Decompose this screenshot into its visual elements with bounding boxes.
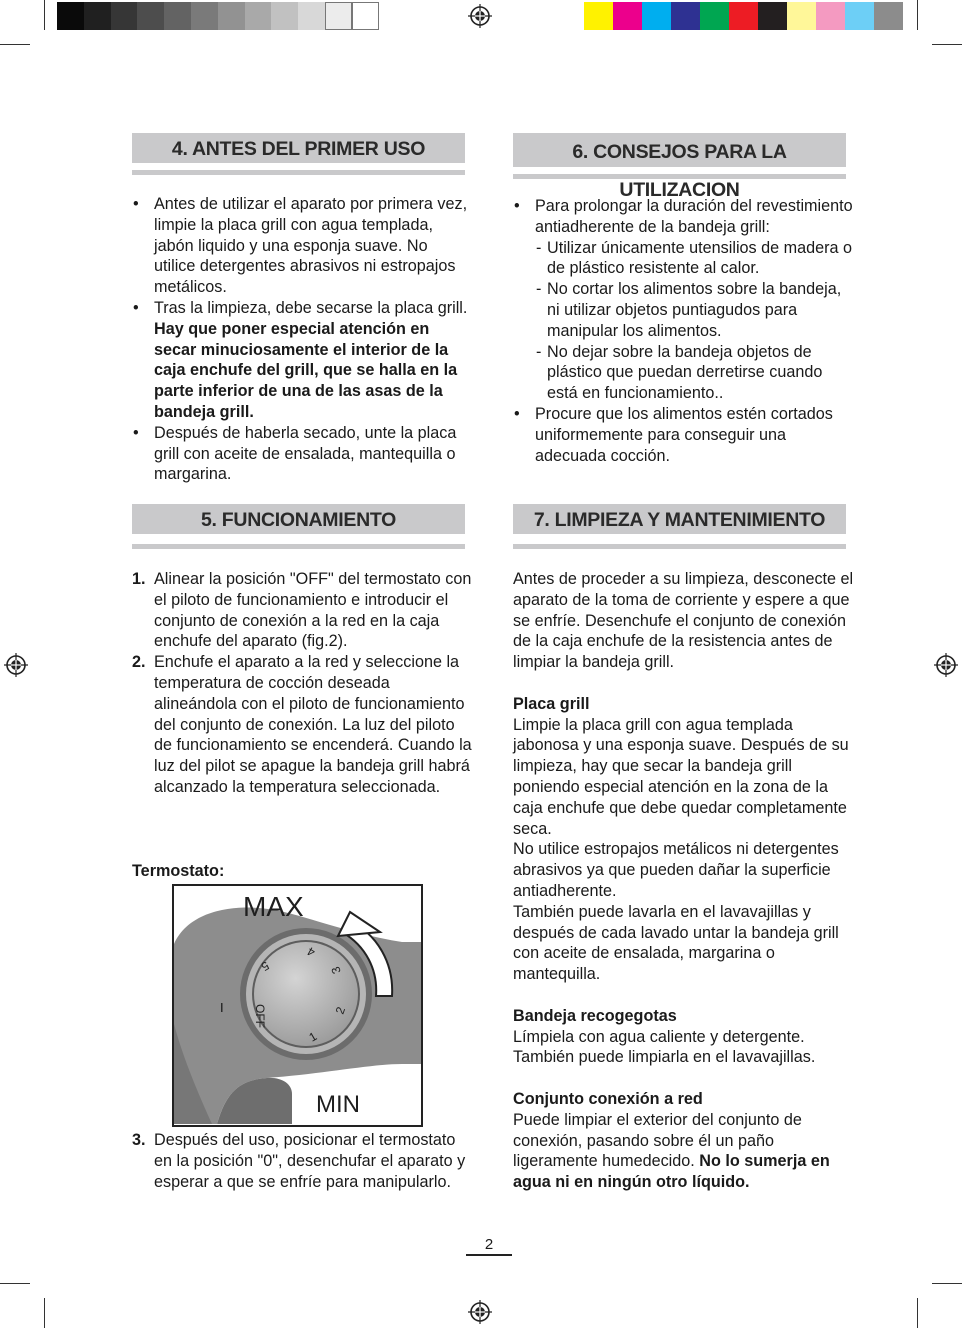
paragraph: No utilice estropajos metálicos ni detergentes abrasivos ya que pueden dañar la superficie antiadherente.: [513, 840, 839, 900]
crop-mark: [917, 0, 918, 30]
list-item-text: Enchufe el aparato a la red y seleccione la temperatura de cocción deseada alineándola con el piloto de funcionamiento del conjunto de conexión. La luz del piloto de funcionamiento se encenderá. Cuando la luz del pilot se apague la bandeja grill habrá alcanzado la temperatura seleccionada.: [154, 653, 472, 796]
color-swatch: [758, 2, 787, 30]
thermostat-figure: [172, 884, 423, 1127]
page-number-rule: [466, 1254, 512, 1256]
crop-mark: [932, 1283, 962, 1284]
thermostat-label: Termostato:: [132, 862, 225, 880]
section-7-rule: [513, 544, 846, 549]
sub-list-item: [535, 238, 855, 280]
step-number: 3.: [132, 1131, 146, 1149]
section-6-body: [513, 196, 855, 466]
color-swatch: [874, 2, 903, 30]
min-label: MIN: [316, 1091, 360, 1118]
registration-mark-icon: [468, 4, 492, 28]
page-number: 2: [484, 1236, 494, 1253]
mark-5: 5: [258, 958, 272, 974]
sub-list-item-text: Utilizar únicamente utensilios de madera o de plástico resistente al calor.: [547, 238, 853, 278]
warning-text: No lo sumerja en agua ni en ningún otro líquido.: [513, 1152, 830, 1192]
paragraph: Límpiela con agua caliente y detergente. También puede limpiarla en el lavavajillas.: [513, 1027, 816, 1067]
subheading-bandeja: Bandeja recogegotas: [513, 1006, 677, 1025]
section-4-rule: [132, 170, 465, 175]
list-item-text: Después del uso, posicionar el termostato en la posición "0", desenchufar el aparato y esperar a que se enfríe para manipularlo.: [154, 1131, 466, 1191]
list-item-text: Para prolongar la duración del revestimiento antiadherente de la bandeja grill:: [535, 197, 853, 236]
crop-mark: [44, 0, 45, 30]
color-swatch: [816, 2, 845, 30]
mark-1: 1: [306, 1029, 320, 1045]
gray-swatch: [111, 2, 138, 30]
gray-swatch: [325, 2, 352, 30]
list-item: [132, 423, 472, 485]
crop-mark: [932, 44, 962, 45]
gray-swatch: [84, 2, 111, 30]
gray-swatch: [218, 2, 245, 30]
paragraph: Limpie la placa grill con agua templada jabonosa y una esponja suave. Después de su limpieza, hay que secar la bandeja grill poniendo especial atención en la zona de la caja enchufe que debe quedar completamente seca.: [513, 715, 849, 838]
list-item-text: Tras la limpieza, debe secarse la placa grill.: [154, 298, 468, 317]
section-5-heading: 5. FUNCIONAMIENTO: [132, 504, 465, 534]
list-item: [132, 298, 472, 423]
crop-mark: [0, 44, 30, 45]
color-swatch: [671, 2, 700, 30]
mark-4: 4: [304, 944, 318, 960]
list-item-bold-text: Hay que poner especial atención en secar minuciosamente el interior de la caja enchufe del grill, que se halla en la parte inferior de una de las asas de la bandeja grill.: [154, 319, 458, 421]
subheading-conjunto: Conjunto conexión a red: [513, 1089, 703, 1108]
paragraph-text: Puede limpiar el exterior del conjunto de conexión, pasando sobre él un paño ligeramente humedecido.: [513, 1110, 802, 1171]
gray-swatch: [245, 2, 272, 30]
color-swatch: [787, 2, 816, 30]
gray-swatch: [164, 2, 191, 30]
section-6-rule: [513, 174, 846, 179]
list-item: [132, 194, 472, 298]
color-swatch: [729, 2, 758, 30]
mark-2: 2: [332, 1004, 349, 1017]
section-6-heading: 6. CONSEJOS PARA LA UTILIZACION: [513, 133, 846, 167]
registration-mark-icon: [934, 653, 958, 677]
gray-swatch: [57, 2, 84, 30]
color-swatch: [613, 2, 642, 30]
section-7-heading: 7. LIMPIEZA Y MANTENIMIENTO: [513, 504, 846, 534]
list-item-text: Después de haberla secado, unte la placa grill con aceite de ensalada, mantequilla o margarina.: [154, 423, 457, 484]
paragraph: Antes de proceder a su limpieza, desconecte el aparato de la toma de corriente y espere a que se enfríe. Desenchufe el conjunto de conexión de la caja enchufe de la resistencia antes de limpiar la bandeja grill.: [513, 570, 854, 672]
sub-list-item: [535, 279, 855, 341]
section-4-body: [132, 194, 472, 485]
list-item: [513, 196, 855, 404]
section-5-rule: [132, 544, 465, 549]
max-label: MAX: [243, 891, 304, 922]
sub-list-item-text: No dejar sobre la bandeja objetos de plástico que puedan derretirse cuando está en funcionamiento..: [547, 342, 823, 403]
gray-swatch: [298, 2, 325, 30]
gray-swatch: [137, 2, 164, 30]
gray-swatch: [352, 2, 379, 30]
registration-mark-icon: [468, 1300, 492, 1324]
section-5-step3: [132, 1130, 472, 1192]
sub-list-item: [535, 342, 855, 404]
list-item-text: Procure que los alimentos estén cortados uniformemente para conseguir una adecuada cocción.: [535, 404, 833, 465]
registration-mark-icon: [4, 653, 28, 677]
list-item: [132, 652, 472, 798]
crop-mark: [917, 1298, 918, 1328]
color-swatch: [642, 2, 671, 30]
list-item: [513, 404, 855, 466]
crop-mark: [44, 1298, 45, 1328]
off-marking: OFF: [253, 1004, 267, 1028]
section-5-steps: [132, 569, 472, 798]
step-number: 2.: [132, 653, 146, 672]
list-item-text: Antes de utilizar el aparato por primera vez, limpie la placa grill con agua templada, jabón liquido y una esponja suave. No utilice detergentes abrasivos ni estropajos metálicos.: [154, 195, 468, 297]
color-swatch: [584, 2, 613, 30]
sub-list-item-text: No cortar los alimentos sobre la bandeja, ni utilizar objetos puntiagudos para manipular los alimentos.: [547, 280, 842, 340]
list-item: [132, 569, 472, 652]
mark-3: 3: [328, 964, 344, 976]
gray-swatch: [191, 2, 218, 30]
color-swatch: [700, 2, 729, 30]
paragraph: También puede lavarla en el lavavajillas y después de cada lavado untar la bandeja grill con aceite de ensalada, margarina o mantequilla.: [513, 902, 839, 984]
subheading-placa-grill: Placa grill: [513, 694, 590, 713]
step-number: 1.: [132, 570, 146, 588]
gray-swatch: [271, 2, 298, 30]
list-item-text: Alinear la posición "OFF" del termostato con el piloto de funcionamiento e introducir el conjunto de conexión a la red en la caja enchufe del aparato (fig.2).: [154, 570, 472, 651]
crop-mark: [0, 1283, 30, 1284]
section-4-heading: 4. ANTES DEL PRIMER USO: [132, 133, 465, 163]
pilot-indicator: I: [220, 1000, 224, 1015]
color-swatch: [845, 2, 874, 30]
paragraph: [513, 1110, 855, 1193]
list-item: [132, 1130, 472, 1192]
section-7-body: [513, 569, 855, 1193]
